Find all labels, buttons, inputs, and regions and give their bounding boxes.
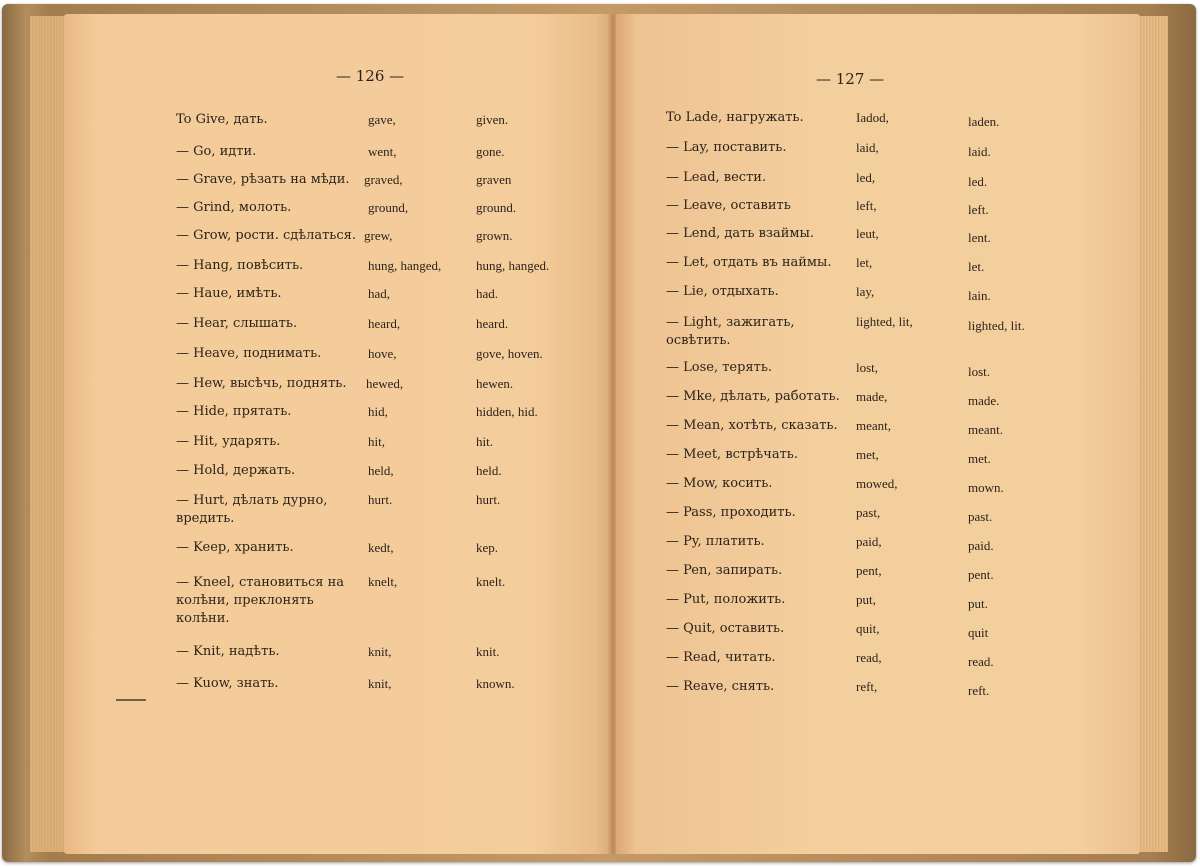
past-cell: left, <box>856 198 877 213</box>
participle-cell: ground. <box>476 200 517 215</box>
participle-cell: mown. <box>968 480 1004 495</box>
past-cell: grew, <box>364 228 393 243</box>
participle-cell: lent. <box>968 230 991 245</box>
verb-cell: — Grind, молоть. <box>176 200 292 215</box>
past-cell: hewed, <box>366 376 404 391</box>
participle-cell: left. <box>968 202 989 217</box>
past-cell: lighted, lit, <box>856 314 913 329</box>
verb-cell: — Py, платить. <box>666 534 765 549</box>
verb-cell: — Light, зажигать, освѣтить. <box>666 315 795 348</box>
past-cell: read, <box>856 650 882 665</box>
past-cell: hung, hanged, <box>368 258 442 273</box>
past-cell: meant, <box>856 418 892 433</box>
participle-cell: knelt. <box>476 574 506 589</box>
participle-cell: paid. <box>968 538 994 553</box>
verb-cell: — Kneel, становиться на колѣни, преклонять колѣни. <box>176 575 345 626</box>
past-cell: quit, <box>856 621 880 636</box>
verb-cell: — Mow, косить. <box>666 476 773 491</box>
left-page-edges <box>30 16 66 852</box>
participle-cell: made. <box>968 393 1000 408</box>
participle-cell: lost. <box>968 364 991 379</box>
participle-cell: past. <box>968 509 993 524</box>
page-number: — 127 — <box>816 70 885 88</box>
past-cell: made, <box>856 389 888 404</box>
past-cell: hurt. <box>368 492 393 507</box>
past-cell: hid, <box>368 404 388 419</box>
past-cell: mowed, <box>856 476 898 491</box>
verb-cell: — Haue, имѣть. <box>176 286 282 301</box>
past-cell: graved, <box>364 172 403 187</box>
participle-cell: meant. <box>968 422 1004 437</box>
past-cell: past, <box>856 505 881 520</box>
past-cell: held, <box>368 463 394 478</box>
past-cell: lost, <box>856 360 879 375</box>
verb-cell: — Quit, оставить. <box>666 621 785 636</box>
participle-cell: known. <box>476 676 515 691</box>
participle-cell: laid. <box>968 144 991 159</box>
participle-cell: hung, hanged. <box>476 258 550 273</box>
participle-cell: hidden, hid. <box>476 404 538 419</box>
verb-cell: — Lead, вести. <box>666 170 767 185</box>
verb-cell: — Hide, прятать. <box>176 404 292 419</box>
participle-cell: lain. <box>968 288 991 303</box>
participle-cell: gone. <box>476 144 505 159</box>
past-cell: knelt, <box>368 574 398 589</box>
verb-cell: — Lie, отдыхать. <box>666 284 779 299</box>
verb-cell: — Lend, дать взаймы. <box>666 226 814 241</box>
ink-mark <box>116 699 146 701</box>
verb-cell: To Lade, нагружать. <box>666 110 804 125</box>
past-cell: reft, <box>856 679 878 694</box>
left-page <box>64 14 612 854</box>
verb-cell: — Mke, дѣлать, работать. <box>666 389 840 404</box>
verb-cell: — Hit, ударять. <box>176 434 281 449</box>
verb-cell: To Give, дать. <box>176 112 268 127</box>
past-cell: ground, <box>368 200 409 215</box>
past-cell: leut, <box>856 226 879 241</box>
participle-cell: lighted, lit. <box>968 318 1025 333</box>
verb-cell: — Keep, хранить. <box>176 540 294 555</box>
verb-cell: — Go, идти. <box>176 144 257 159</box>
right-page-edges <box>1138 16 1168 852</box>
verb-cell: — Kuow, знать. <box>176 676 279 691</box>
verb-cell: — Leave, оставить <box>666 198 791 213</box>
verb-cell: — Hold, держать. <box>176 463 296 478</box>
verb-cell: — Hew, высѣчь, поднять. <box>176 376 347 391</box>
participle-cell: put. <box>968 596 988 611</box>
past-cell: laid, <box>856 140 879 155</box>
past-cell: put, <box>856 592 876 607</box>
past-cell: gave, <box>368 112 396 127</box>
verb-cell: — Reave, снять. <box>666 679 775 694</box>
verb-cell: — Lose, терять. <box>666 360 773 375</box>
participle-cell: given. <box>476 112 509 127</box>
verb-cell: — Let, отдать въ наймы. <box>666 255 832 270</box>
verb-cell: — Lay, поставить. <box>666 140 787 155</box>
participle-cell: read. <box>968 654 994 669</box>
participle-cell: led. <box>968 174 988 189</box>
verb-cell: — Put, положить. <box>666 592 786 607</box>
past-cell: hove, <box>368 346 397 361</box>
verb-cell: — Grow, рости. сдѣлаться. <box>176 228 356 243</box>
past-cell: led, <box>856 170 876 185</box>
past-cell: let, <box>856 255 873 270</box>
participle-cell: gove, hoven. <box>476 346 543 361</box>
verb-cell: — Hang, повѣсить. <box>176 258 304 273</box>
open-book <box>2 4 1196 862</box>
verb-cell: — Hear, слышать. <box>176 316 298 331</box>
past-cell: knit, <box>368 676 392 691</box>
participle-cell: let. <box>968 259 985 274</box>
participle-cell: grown. <box>476 228 513 243</box>
verb-cell: — Pen, запирать. <box>666 563 783 578</box>
verb-cell: — Hurt, дѣлать дурно, вредить. <box>176 493 328 526</box>
past-cell: went, <box>368 144 397 159</box>
participle-cell: kep. <box>476 540 499 555</box>
verb-cell: — Read, читать. <box>666 650 776 665</box>
past-cell: lay, <box>856 284 875 299</box>
participle-cell: met. <box>968 451 991 466</box>
participle-cell: hurt. <box>476 492 501 507</box>
verb-cell: — Pass, проходить. <box>666 505 796 520</box>
participle-cell: held. <box>476 463 502 478</box>
past-cell: hit, <box>368 434 385 449</box>
past-cell: paid, <box>856 534 882 549</box>
participle-cell: graven <box>476 172 512 187</box>
participle-cell: laden. <box>968 114 1000 129</box>
verb-cell: — Heave, поднимать. <box>176 346 322 361</box>
verb-cell: — Mean, хотѣть, сказать. <box>666 418 838 433</box>
participle-cell: had. <box>476 286 499 301</box>
past-cell: heard, <box>368 316 401 331</box>
past-cell: kedt, <box>368 540 394 555</box>
participle-cell: quit <box>968 625 989 640</box>
participle-cell: pent. <box>968 567 994 582</box>
verb-cell: — Knit, надѣть. <box>176 644 280 659</box>
right-page <box>616 14 1140 854</box>
page-number: — 126 — <box>336 67 405 85</box>
participle-cell: heard. <box>476 316 509 331</box>
past-cell: met, <box>856 447 879 462</box>
past-cell: Iadod, <box>856 110 889 125</box>
participle-cell: knit. <box>476 644 500 659</box>
participle-cell: reft. <box>968 683 990 698</box>
participle-cell: hit. <box>476 434 493 449</box>
verb-cell: — Meet, встрѣчать. <box>666 447 799 462</box>
participle-cell: hewen. <box>476 376 514 391</box>
past-cell: pent, <box>856 563 882 578</box>
verb-cell: — Grave, рѣзать на мѣди. <box>176 172 350 187</box>
past-cell: knit, <box>368 644 392 659</box>
past-cell: had, <box>368 286 391 301</box>
